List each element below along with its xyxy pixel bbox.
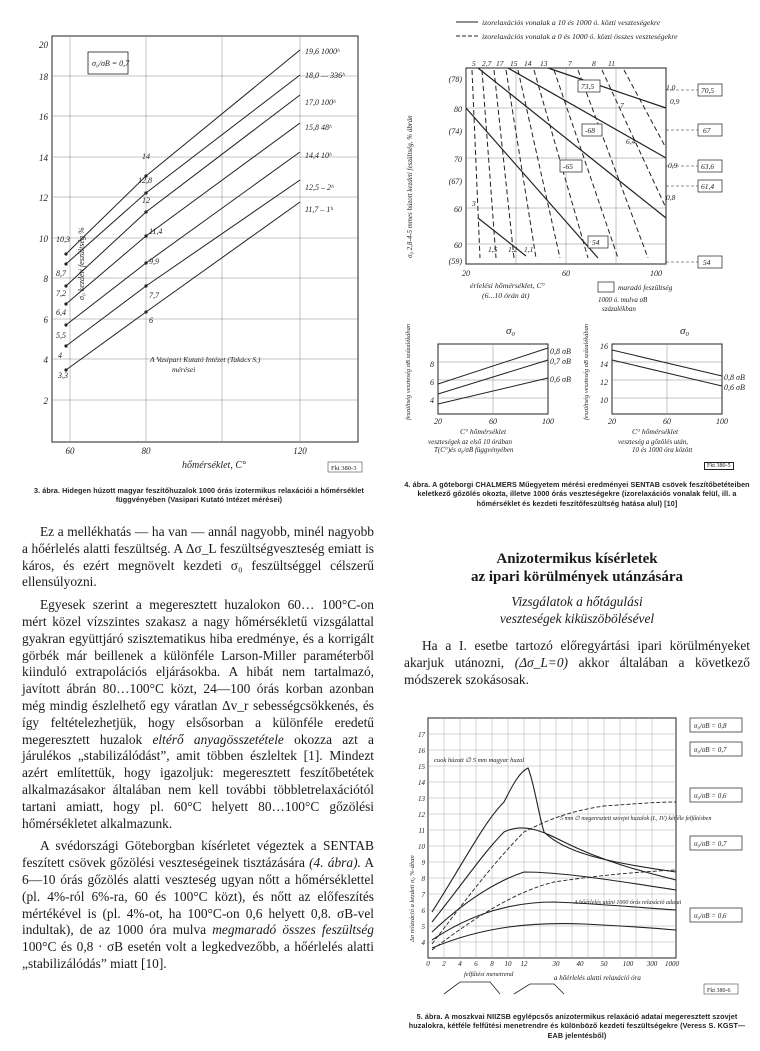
svg-text:0,7 σB: 0,7 σB [550,357,571,366]
svg-text:7: 7 [568,59,572,68]
svg-text:20: 20 [608,417,616,426]
svg-text:7: 7 [421,891,425,899]
fig3-y-label: σ₀ kezdeti feszültség % [77,227,86,300]
svg-text:70,5: 70,5 [701,86,715,95]
fig4-right-y-label: feszültség veszteség σB százalékában [583,323,590,420]
svg-text:30: 30 [552,960,560,968]
svg-text:0,6 σB: 0,6 σB [550,375,571,384]
svg-text:50: 50 [600,960,608,968]
svg-text:60: 60 [663,417,671,426]
svg-text:8: 8 [592,59,596,68]
svg-text:0: 0 [426,960,430,968]
svg-text:0,9: 0,9 [670,97,680,106]
svg-text:7: 7 [620,101,624,110]
svg-text:8: 8 [430,360,434,369]
svg-text:6: 6 [43,315,48,325]
svg-text:15,8 48ʰ: 15,8 48ʰ [305,123,332,132]
fig4-x-label-2: (6...10 órán át) [482,291,530,300]
svg-text:61,4: 61,4 [701,182,715,191]
svg-text:20: 20 [434,417,442,426]
left-text-column [22,524,374,973]
svg-text:8,7: 8,7 [56,269,66,278]
svg-text:60: 60 [562,269,570,278]
svg-text:10: 10 [418,843,425,851]
svg-text:12: 12 [39,193,48,203]
svg-text:10: 10 [600,396,608,405]
left-p3-a: A svédországi Göteborgban kísérletet végeztek a SENTAB feszített csövek gőzölési veszteségeinek tisztázására [22,838,374,871]
svg-text:0,8 σB: 0,8 σB [550,347,571,356]
figure-3 [22,20,374,490]
svg-text:7,2: 7,2 [56,289,66,298]
svg-text:10: 10 [39,234,48,244]
svg-text:14: 14 [524,59,532,68]
svg-text:80: 80 [454,105,462,114]
svg-text:1,2: 1,2 [508,245,518,254]
svg-text:100: 100 [622,960,634,968]
svg-text:1,0: 1,0 [666,83,676,92]
svg-text:-65: -65 [563,162,573,171]
fig3-note-2: mérései [172,365,196,374]
left-p3-b: A 6—10 órás gőzölés alatti veszteség ugyan nőtt a hőmérséklettel (pl. 4%-ról 6%-ra, 60 és 100°C közt), és nőtt az előfeszítés mértékével is (pl. 4%-ot, ha 100°C-on 0,6 helyett 0,8. σB-vel indultak), de az 1000 óra mulva [22,855,374,938]
right-paragraph-1 [404,638,750,688]
svg-text:80: 80 [141,446,151,456]
svg-text:40: 40 [576,960,584,968]
fig4-sigma0-right: σ₀ [680,325,690,337]
fig3-note-1: A Vasipari Kutató Intézet (Takács S.) [150,355,261,364]
svg-text:13: 13 [540,59,548,68]
subsection-heading-line-1: Vizsgálatok a hőtágulási [511,594,643,609]
svg-text:100: 100 [716,417,728,426]
svg-text:12,5 – 2ʰ: 12,5 – 2ʰ [305,183,334,192]
fig4-box-label-3: százalékban [602,305,636,313]
svg-text:(74): (74) [448,127,462,136]
fig4-sub-right-2: veszteség a gőzölés után, [618,438,688,446]
svg-text:8: 8 [421,875,425,883]
figure-3-caption: 3. ábra. Hidegen húzott magyar feszítőhuzalok 1000 órás izotermikus relaxációi a hőmérséklet függvényében (Vasipari Kutató Intézet mérései) [34,486,364,505]
fig5-ratio-4: σ₀/σB = 0,7 [694,840,727,848]
svg-text:11,7 – 1ʰ: 11,7 – 1ʰ [305,205,333,214]
subsection-heading-line-2: veszteségek kiküszöbölésével [499,611,655,626]
svg-text:100: 100 [650,269,662,278]
svg-text:3: 3 [472,199,476,208]
svg-text:9: 9 [421,859,425,867]
fig5-label-3: A hőérlelés utáni 1000 órás relaxáció adatai [574,900,682,906]
figure-5-plot [404,712,750,1000]
svg-text:14: 14 [39,153,48,163]
svg-text:0,8 σB: 0,8 σB [724,373,745,382]
svg-text:19,6 1000ʰ: 19,6 1000ʰ [305,47,340,56]
svg-text:60: 60 [454,241,462,250]
fig4-sub-right-1: C° hőmérséklet [632,427,679,436]
svg-text:14: 14 [600,360,608,369]
svg-text:4: 4 [43,355,48,365]
svg-text:8: 8 [43,274,48,284]
svg-text:18,0 — 336ʰ: 18,0 — 336ʰ [305,71,345,80]
svg-text:11: 11 [608,59,615,68]
fig4-sub-right-3: 10 és 1000 óra között [632,446,693,454]
left-p3-em: (4. ábra). [309,855,361,871]
svg-text:15: 15 [418,763,425,771]
left-paragraph-2 [22,597,374,832]
svg-text:17,0 100ʰ: 17,0 100ʰ [305,98,336,107]
svg-text:(59): (59) [448,257,462,266]
fig4-code: Fkt 380-5 [704,462,734,470]
svg-text:17: 17 [418,731,425,739]
svg-text:17: 17 [496,59,504,68]
svg-text:14: 14 [142,152,150,161]
fig4-box-label-2: 1000 ó. mulva σB [598,296,648,304]
svg-text:(67): (67) [448,177,462,186]
fig5-label-1: cuok húzott ∅ 5 mm magyar huzal [434,757,525,764]
svg-text:4: 4 [58,351,62,360]
svg-text:1000: 1000 [665,960,679,968]
svg-text:70: 70 [454,155,462,164]
svg-text:11: 11 [418,827,425,835]
svg-text:2,7: 2,7 [482,59,492,68]
svg-text:67: 67 [703,126,711,135]
svg-text:73,5: 73,5 [581,82,595,91]
fig5-ratio-5: σ₀/σB = 0,6 [694,912,727,920]
svg-text:16: 16 [418,747,425,755]
svg-text:14: 14 [418,779,425,787]
fig4-sub-left-2: veszteségek az első 10 órában [428,438,512,446]
svg-text:60: 60 [489,417,497,426]
svg-text:120: 120 [293,446,307,456]
svg-text:12: 12 [418,811,425,819]
right-text-column [404,638,750,688]
left-p3-em2: megmaradó összes feszültség [212,922,374,938]
svg-text:60: 60 [65,446,75,456]
svg-text:1,5: 1,5 [488,245,498,254]
svg-text:6: 6 [430,378,434,387]
fig4-y-label: σ₀ 2,8-4-5 mmes húzott kezdeti feszültség, % ábrán [406,115,414,258]
svg-text:63,6: 63,6 [701,162,715,171]
svg-text:20: 20 [462,269,470,278]
fig5-x-label: a hőérlelés alatti relaxáció óra [554,974,641,982]
fig5-label-4: felfűtési menetrend [464,971,514,978]
svg-text:5: 5 [421,923,425,931]
fig5-ratio-1: σ₀/σB = 0,8 [694,722,727,730]
svg-text:18: 18 [39,72,48,82]
svg-text:7,7: 7,7 [149,291,159,300]
section-heading-line-2: az ipari körülmények utánzására [470,569,684,585]
right-p1-b: akkor általában a következő módszerek szokásosak. [404,654,750,687]
fig3-code: Fkt 380-3 [331,465,357,472]
svg-text:6: 6 [421,907,425,915]
svg-text:16: 16 [600,342,608,351]
figure-4-plot [398,8,750,446]
fig4-legend-1: izorelaxációs vonalak a 10 és 1000 ó. közti veszteségekre [482,18,661,27]
fig5-ratio-2: σ₀/σB = 0,7 [694,746,727,754]
fig5-ratio-3: σ₀/σB = 0,6 [694,792,727,800]
svg-text:5: 5 [472,59,476,68]
svg-text:11,4: 11,4 [149,227,163,236]
fig4-box-label: maradó feszültség [618,283,673,292]
svg-text:60: 60 [454,205,462,214]
svg-text:2: 2 [442,960,446,968]
svg-text:2: 2 [43,396,48,406]
svg-text:12,8: 12,8 [138,176,152,185]
svg-text:300: 300 [646,960,658,968]
figure-4-caption: 4. ábra. A göteborgi CHALMERS Műegyetem mérési eredményei SENTAB csövek feszítőbetéteiben keletkező gőzölés okozta, illetve 1000 órás veszteségekre (izorelaxációs vonalak felül, ill. a hőmérséklet és kezdeti feszítőfeszültség hatása alul) [10] [404,480,750,508]
svg-text:3,3: 3,3 [58,371,68,380]
left-p2-b: okozza azt a járulékos „stabilizálódást”, amit többen észleltek [1]. Mindezt azért említettük, hogy igazoljuk: megeresztett feszítőbetétek alkalmazásakor általában nem kell további többletrelaxációtól tartani amiatt, hogy pl. 60°C helyett 80…100°C gőzölési hőmérsékletet alkalmazunk. [22,731,374,831]
figure-4 [398,8,750,446]
svg-text:6: 6 [474,960,478,968]
right-p1-a: Ha a I. esetbe tartozó előregyártási ipari körülményeket akarjuk utánozni, [404,638,750,670]
svg-text:6,4: 6,4 [626,137,636,146]
svg-text:100: 100 [542,417,554,426]
fig4-x-label-1: érlelési hőmérséklet, C° [470,281,545,290]
svg-text:12: 12 [600,378,608,387]
svg-text:16: 16 [39,112,48,122]
svg-text:15: 15 [510,59,518,68]
svg-text:4: 4 [430,396,434,405]
fig4-sigma0-left: σ₀ [506,325,516,337]
fig5-y-label: Δσ relaxáció a kezdeti σ₀ %-ában [409,855,416,942]
svg-text:4: 4 [421,939,425,947]
figure-3-plot [22,20,374,490]
fig5-label-2: 5 mm ∅ megeresztett szovjet huzalok (I., IV) kétféle felfűtésben [560,816,712,822]
svg-text:9,9: 9,9 [149,257,159,266]
svg-text:5,5: 5,5 [56,331,66,340]
fig4-sub-left-3: T(C°)és σ₀/σB függvényében [434,446,514,454]
fig3-ratio-box: σ₀/σB = 0,7 [92,59,130,68]
svg-text:0,8: 0,8 [666,193,676,202]
svg-text:6,4: 6,4 [56,308,66,317]
figure-5 [404,712,750,1000]
svg-text:0,6 σB: 0,6 σB [724,383,745,392]
svg-text:20: 20 [39,40,48,50]
right-p1-em: (Δσ_L=0) [514,654,568,670]
svg-text:12: 12 [142,196,150,205]
fig5-code: Fkt 380-6 [707,988,731,994]
left-paragraph-1: Ez a mellékhatás — ha van — annál nagyobb, minél nagyobb a hőérlelés alatti feszültség. A Δσ_L feszültségveszteség emiatt is káros, és ezért megnövelt kezdeti σ₀ feszültséggel célszerű ellensúlyozni. [22,524,374,590]
svg-text:4: 4 [458,960,462,968]
svg-text:8: 8 [490,960,494,968]
figure-5-caption: 5. ábra. A moszkvai NIIZSB egylépcsős anizotermikus relaxáció adatai megeresztett szovjet huzalokra, kétféle felfűtési menetrendre és különböző kezdeti feszültségekre (Veress S. KGST—EAB jelentésből) [408,1012,746,1040]
svg-text:0,9: 0,9 [668,161,678,170]
fig4-sub-left-1: C° hőmérséklet [460,427,507,436]
fig4-left-y-label: feszültség veszteség σB százalékában [405,323,412,420]
svg-text:1,1: 1,1 [524,245,534,254]
fig3-x-label: hőmérséklet, C° [182,460,246,471]
left-paragraph-3 [22,838,374,972]
left-p2-em: eltérő anyagösszetétele [152,731,284,747]
left-p3-c: 100°C és 0,8 · σB esetén volt a legkedvezőbb, a hőérlelés alatti „stabilizálódás” miatt [10]. [22,939,374,971]
svg-text:-68: -68 [585,126,595,135]
section-heading-line-1: Anizotermikus kísérletek [496,551,658,567]
svg-text:10: 10 [504,960,512,968]
svg-text:54: 54 [592,238,600,247]
svg-text:13: 13 [418,795,425,803]
svg-text:6: 6 [149,316,153,325]
svg-text:12: 12 [520,960,528,968]
left-p2-a: Egyesek szerint a megeresztett huzalokon 60… 100°C-on mért közel vízszintes szakasz a nagy hőmérsékletű vizsgálattal gyakran együttjáró szisztematikus hiba eredménye, és a korrigált görbék már beillenek a különféle Larson-Miller paraméterből kiinduló extrapolációs eljárásokba. A hibát nem tartalmazó, javított ábrán 80…100°C közt, 24—100 órás korban azonban még mindig észlelhető egy váratlan Δv_r sebességcsökkenés, és így feltételezhetjük, hogy elsősorban a különféle eredetű megeresztett huzalok [22,597,374,747]
svg-text:(78): (78) [448,75,462,84]
fig4-legend-2: izorelaxációs vonalak a 0 és 1000 ó. közti összes veszteségekre [482,32,678,41]
svg-text:10,3: 10,3 [56,235,70,244]
svg-text:54: 54 [703,258,711,267]
svg-text:14,4 10ʰ: 14,4 10ʰ [305,151,332,160]
